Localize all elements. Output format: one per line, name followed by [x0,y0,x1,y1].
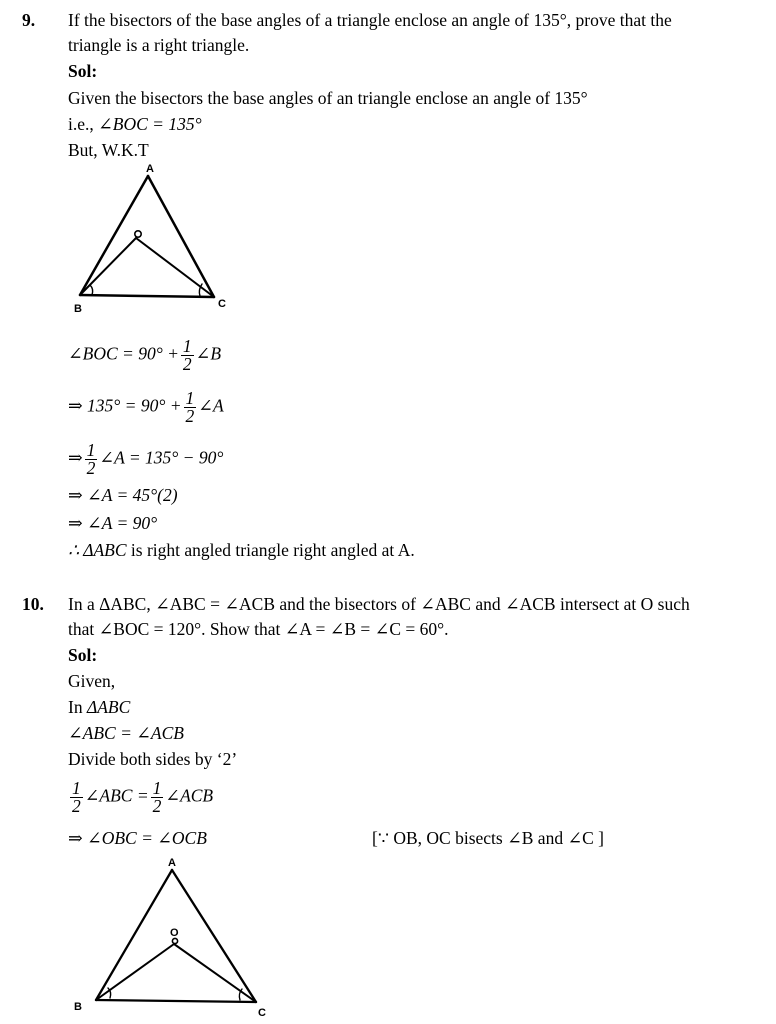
q9-step2 [68,390,224,425]
q9-label-c: C [218,298,226,310]
q10-in-line [68,696,130,718]
q10-bisector-bo [96,944,174,1000]
question-9-text-line1: If the bisectors of the base angles of a triangle enclose an angle of 135°, prove that the [68,10,672,30]
q10-step-frac-right: ∠ACB [165,785,214,806]
q9-bisector-co [136,238,214,297]
q10-reason: [∵ OB, OC bisects ∠B and ∠C ] [372,828,604,848]
q9-side-bc [80,295,214,297]
q9-step3-left: ⇒ [68,447,83,468]
q9-ie-line [68,113,202,135]
q9-but-wkt: But, W.K.T [68,140,149,160]
q9-step1-left: ∠BOC = 90° + [68,343,179,364]
q9-step2-right: ∠A [198,395,224,416]
q10-frac-right: $\frac{1}{2}$ [152,778,162,816]
q10-sol-label: Sol: [68,645,98,665]
question-10-text-line1: In a ΔABC, ∠ABC = ∠ACB and the bisectors of ∠ABC and ∠ACB intersect at O such [68,594,690,614]
q10-label-a: A [168,857,176,869]
q9-label-b: B [74,303,82,315]
q10-bisector-co [174,944,256,1002]
q10-given: Given, [68,671,116,691]
question-9-number: 9. [22,10,36,30]
q9-angle-mark-b [90,285,93,295]
q9-conclusion-math: ∴ ΔABC [68,540,127,560]
q10-label-b: B [74,1001,82,1013]
q9-ie-math: ∠BOC = 135° [98,114,202,134]
q9-step4: ⇒ ∠A = 45°(2) [68,485,178,505]
q9-step1 [68,338,221,373]
q10-side-bc [96,1000,256,1002]
q9-given: Given the bisectors the base angles of an triangle enclose an angle of 135° [68,88,588,108]
q10-step-obc: ⇒ ∠OBC = ∠OCB [68,828,207,848]
q10-in-math: ΔABC [86,697,131,717]
q9-sol-label: Sol: [68,61,98,81]
q9-step3-right: ∠A = 135° − 90° [99,447,224,468]
q10-frac-left: $\frac{1}{2}$ [72,778,81,816]
question-10-number: 10. [22,594,44,614]
q9-step3 [68,442,223,477]
q10-label-c: C [258,1007,266,1019]
q9-conclusion [68,539,415,561]
q10-point-o-mark [172,938,177,943]
q9-triangle-figure [68,160,228,320]
question-9-text-line2: triangle is a right triangle. [68,35,250,55]
q9-ie-prefix: i.e., [68,114,94,134]
q10-step-frac [68,780,213,815]
q9-step2-frac: $\frac{1}{2}$ [185,388,195,426]
q10-eq1: ∠ABC = ∠ACB [68,723,184,743]
q9-side-ab [80,176,148,295]
q10-label-o: O [170,927,179,939]
q10-side-ab [96,870,172,1000]
q9-point-o-mark [135,231,141,237]
q10-in-prefix: In [68,697,83,717]
q9-step1-right: ∠B [195,343,222,364]
q9-step3-frac: $\frac{1}{2}$ [86,440,96,478]
q9-side-ac [148,176,214,297]
question-10-text-line2: that ∠BOC = 120°. Show that ∠A = ∠B = ∠C = 60°. [68,619,449,639]
q9-step2-left: ⇒ 135° = 90° + [68,395,182,416]
q10-side-ac [172,870,256,1002]
q9-conclusion-text: is right angled triangle right angled at A. [126,540,415,560]
q9-step1-frac: $\frac{1}{2}$ [182,336,192,374]
q10-divide: Divide both sides by ‘2’ [68,749,238,769]
q10-triangle-figure [60,852,280,1022]
q9-step5: ⇒ ∠A = 90° [68,513,158,533]
q9-label-a: A [146,163,154,175]
q10-step-frac-left: ∠ABC = [84,785,149,806]
